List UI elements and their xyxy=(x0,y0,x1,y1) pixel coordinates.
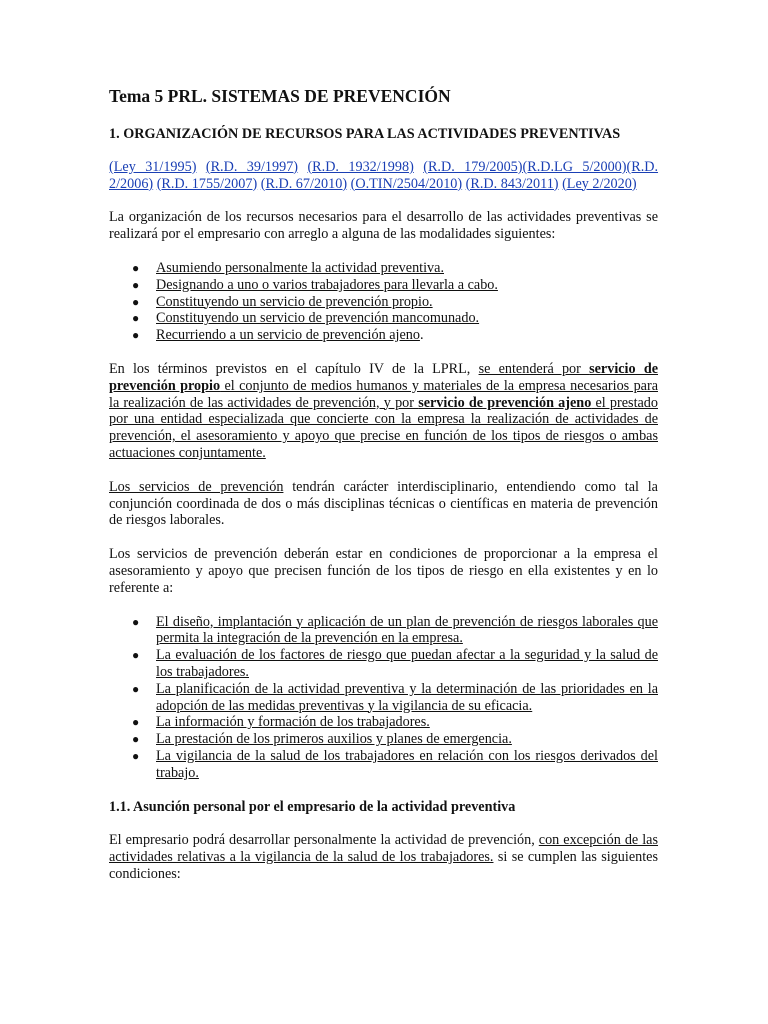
bullet-icon: ● xyxy=(132,648,140,663)
section-1-heading: 1. ORGANIZACIÓN DE RECURSOS PARA LAS ACTIVIDADES PREVENTIVAS xyxy=(109,126,621,142)
list-item: ● El diseño, implantación y aplicación de un plan de prevención de riesgos laborales que permita la integración de la prevención en la empresa. xyxy=(132,613,658,647)
bullet-icon: ● xyxy=(132,277,140,292)
list-item: ● La prestación de los primeros auxilios y planes de emergencia. xyxy=(132,731,512,748)
ref-link[interactable]: (R.D.LG 5/2000) xyxy=(522,158,627,175)
functions-list xyxy=(109,614,658,782)
list-item: ● La planificación de la actividad preventiva y la determinación de las prioridades en la adopción de las medidas preventivas y la vigilancia de su eficacia. xyxy=(132,680,658,714)
list-item: ● Constituyendo un servicio de prevención mancomunado. xyxy=(132,310,480,327)
ref-link[interactable]: (R.D. 1755/2007) xyxy=(156,175,258,192)
legal-references xyxy=(109,159,658,193)
list-item: ● Constituyendo un servicio de prevención propio. xyxy=(132,293,433,310)
list-item: ● Designando a uno o varios trabajadores para llevarla a cabo. xyxy=(132,276,498,293)
bullet-icon: ● xyxy=(132,732,140,747)
document-page xyxy=(109,86,658,900)
list-item: ● La vigilancia de la salud de los trabajadores en relación con los riesgos derivados del trabajo. xyxy=(132,747,658,781)
bullet-icon: ● xyxy=(132,311,140,326)
list-item: ● Recurriendo a un servicio de prevención ajeno. xyxy=(132,327,424,344)
ref-link[interactable]: (R.D. 179/2005) xyxy=(423,158,523,175)
ref-link[interactable]: (O.TIN/2504/2010) xyxy=(350,175,463,192)
bullet-icon: ● xyxy=(132,715,140,730)
bullet-icon: ● xyxy=(132,681,140,696)
ref-link[interactable]: (Ley 2/2020) xyxy=(562,175,637,192)
ref-link[interactable]: (Ley 31/1995) xyxy=(109,158,197,175)
bullet-icon: ● xyxy=(132,748,140,763)
bullet-icon: ● xyxy=(132,328,140,343)
ref-link[interactable]: (R.D. 39/1997) xyxy=(205,158,299,175)
ref-link[interactable]: (R.D. 2/2006) xyxy=(109,158,659,192)
services-definition-paragraph: En los términos previstos en el capítulo IV de la LPRL, se entenderá por servicio de prevención propio el conjunto de medios humanos y materiales de la empresa necesarios para la realización de las actividades de prevención, y por servicio de prevención ajeno el prestado por una entidad especializada que concierte con la empresa la realización de actividades de prevención, el asesoramiento y apoyo que precise en función de los tipos de riesgos o ambas actuaciones conjuntamente. xyxy=(109,360,659,461)
interdisciplinary-paragraph: Los servicios de prevención tendrán carácter interdisciplinario, entendiendo como tal la conjunción coordinada de dos o más disciplinas técnicas o científicas en materia de prevención de riesgos laborales. xyxy=(109,478,658,529)
document-title: Tema 5 PRL. SISTEMAS DE PREVENCIÓN xyxy=(109,86,451,106)
modalities-list xyxy=(109,260,658,344)
bullet-icon: ● xyxy=(132,260,140,275)
ref-link[interactable]: (R.D. 67/2010) xyxy=(260,175,348,192)
personal-assumption-paragraph: El empresario podrá desarrollar personalmente la actividad de prevención, con excepción de las actividades relativas a la vigilancia de la salud de los trabajadores. si se cumplen las siguientes condiciones: xyxy=(109,832,659,882)
list-item: ● La evaluación de los factores de riesgo que puedan afectar a la seguridad y la salud de los trabajadores. xyxy=(132,647,658,680)
bullet-icon: ● xyxy=(132,294,140,309)
bullet-icon: ● xyxy=(132,614,140,629)
advice-paragraph: Los servicios de prevención deberán estar en condiciones de proporcionar a la empresa el asesoramiento y apoyo que precisen función de los tipos de riesgo en ella existentes y en lo referente a: xyxy=(109,546,658,596)
intro-paragraph: La organización de los recursos necesarios para el desarrollo de las actividades preventivas se realizará por el empresario con arreglo a alguna de las modalidades siguientes: xyxy=(109,209,658,243)
section-1-1-heading: 1.1. Asunción personal por el empresario de la actividad preventiva xyxy=(109,798,516,815)
list-item: ● Asumiendo personalmente la actividad preventiva. xyxy=(132,259,444,276)
ref-link[interactable]: (R.D. 843/2011) xyxy=(465,175,559,192)
ref-link[interactable]: (R.D. 1932/1998) xyxy=(307,158,414,175)
list-item: ● La información y formación de los trabajadores. xyxy=(132,714,430,731)
